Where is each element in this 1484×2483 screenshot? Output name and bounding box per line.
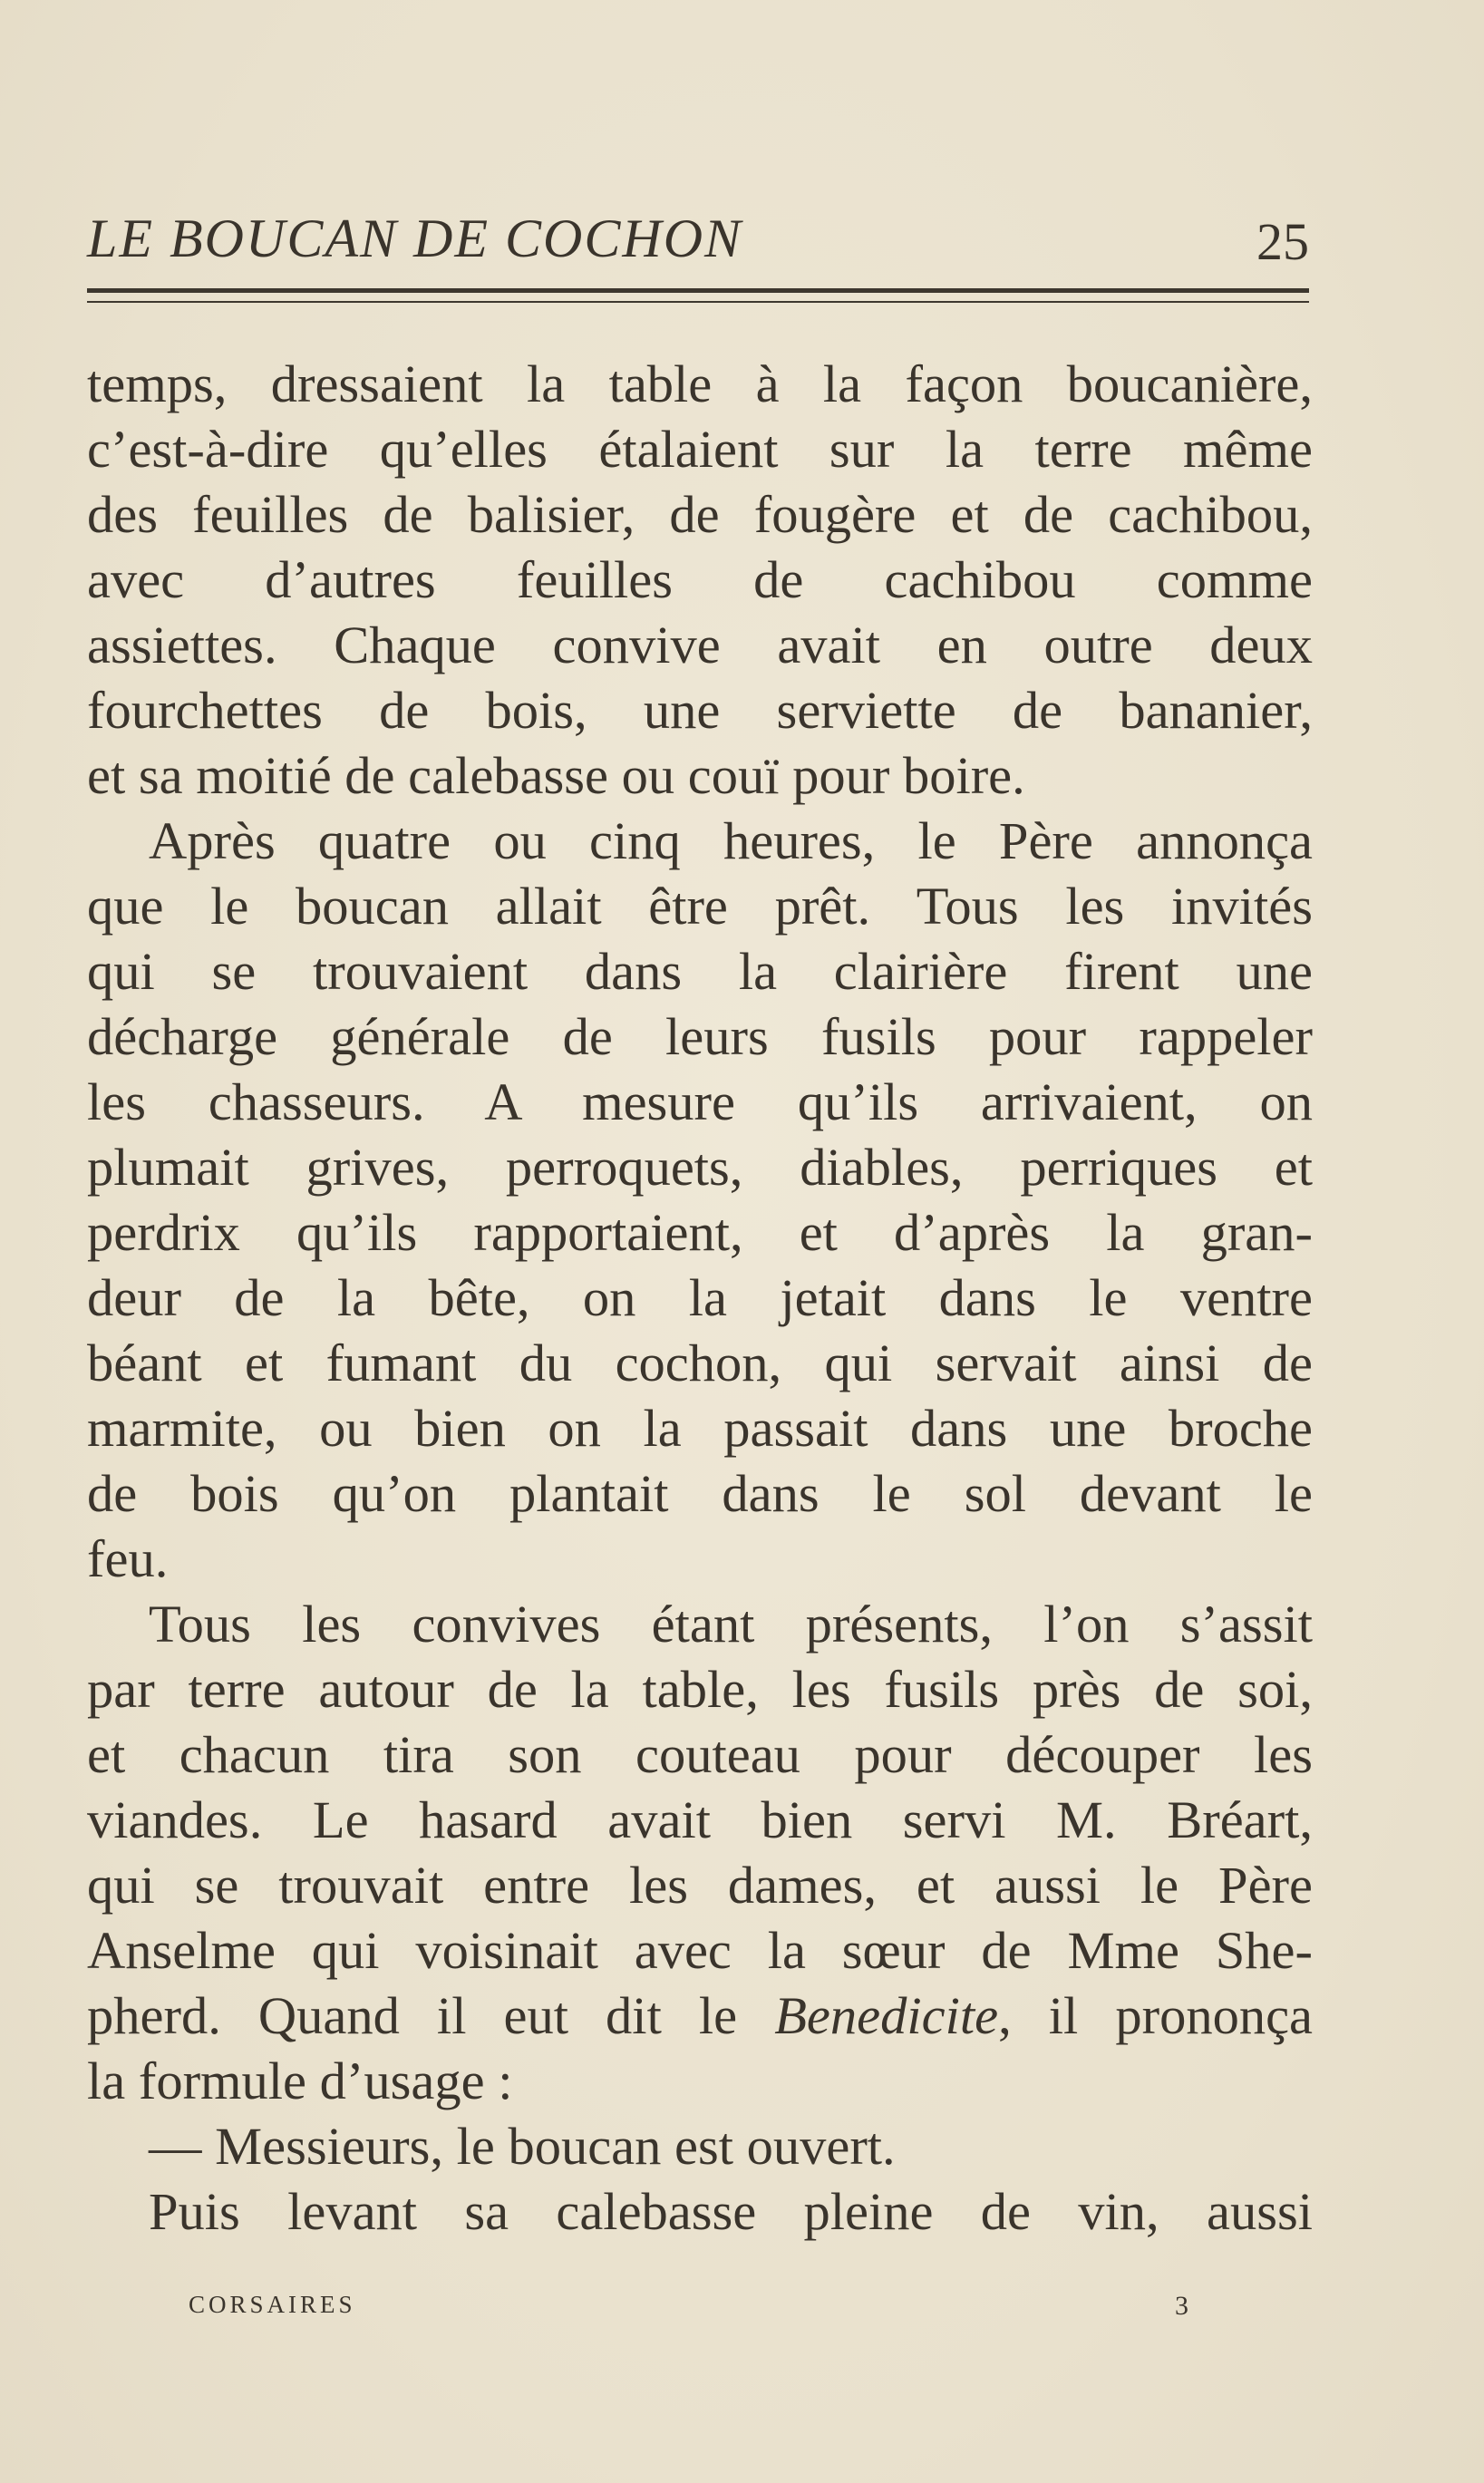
text-line <box>87 1983 1313 2049</box>
text-line: — Messieurs, le boucan est ouvert. <box>149 2117 896 2176</box>
text-line: avec d’autres feuilles de cachibou comme <box>87 550 1313 609</box>
page-footer <box>87 2286 1309 2323</box>
page-header <box>87 207 1309 270</box>
text-line: Tous les convives étant présents, l’on s’assit <box>149 1595 1313 1654</box>
text-line: béant et fumant du cochon, qui servait ainsi de <box>87 1334 1313 1392</box>
text-line: que le boucan allait être prêt. Tous les invités <box>87 877 1313 936</box>
text-line: Puis levant sa calebasse pleine de vin, aussi <box>149 2182 1313 2241</box>
text-line: viandes. Le hasard avait bien servi M. Bréart, <box>87 1790 1313 1849</box>
text-line: Anselme qui voisinait avec la sœur de Mme She- <box>87 1921 1313 1980</box>
sheet-number: 3 <box>1175 2291 1188 2321</box>
text-line: décharge générale de leurs fusils pour rappeler <box>87 1007 1313 1066</box>
text-line: et sa moitié de calebasse ou couï pour boire. <box>87 746 1025 805</box>
text-line: par terre autour de la table, les fusils près de soi, <box>87 1660 1313 1719</box>
text-line: de bois qu’on plantait dans le sol devant le <box>87 1464 1313 1523</box>
text-line: plumait grives, perroquets, diables, perriques et <box>87 1138 1313 1197</box>
text-line: des feuilles de balisier, de fougère et de cachibou, <box>87 485 1313 544</box>
text-line: qui se trouvaient dans la clairière firent une <box>87 942 1313 1001</box>
text-line: marmite, ou bien on la passait dans une broche <box>87 1399 1313 1458</box>
text-line: feu. <box>87 1529 169 1588</box>
header-rule-thick <box>87 288 1309 293</box>
text-line: les chasseurs. A mesure qu’ils arrivaient, on <box>87 1072 1313 1131</box>
text-line: temps, dressaient la table à la façon boucanière, <box>87 354 1313 413</box>
text-line: assiettes. Chaque convive avait en outre deux <box>87 616 1313 674</box>
text-line: la formule d’usage : <box>87 2051 513 2110</box>
text-line: c’est-à-dire qu’elles étalaient sur la terre même <box>87 420 1313 479</box>
running-title: LE BOUCAN DE COCHON <box>87 209 743 268</box>
header-rule-thin <box>87 301 1309 303</box>
signature-mark: CORSAIRES <box>189 2291 356 2318</box>
text-line: et chacun tira son couteau pour découper les <box>87 1725 1313 1784</box>
italic-word-benedicite: Benedicite <box>774 1986 999 2045</box>
body-text <box>87 352 1313 2245</box>
text-line: Après quatre ou cinq heures, le Père annonça <box>149 811 1313 870</box>
text-line: deur de la bête, on la jetait dans le ventre <box>87 1268 1313 1327</box>
text-line: perdrix qu’ils rapportaient, et d’après la gran- <box>87 1203 1313 1262</box>
text-segment: pherd. Quand il eut dit le <box>87 1986 775 2045</box>
page-number: 25 <box>1256 212 1309 271</box>
text-segment: , il prononça <box>998 1986 1314 2045</box>
text-line: fourchettes de bois, une serviette de bananier, <box>87 681 1313 740</box>
text-line: qui se trouvait entre les dames, et aussi le Père <box>87 1856 1313 1915</box>
